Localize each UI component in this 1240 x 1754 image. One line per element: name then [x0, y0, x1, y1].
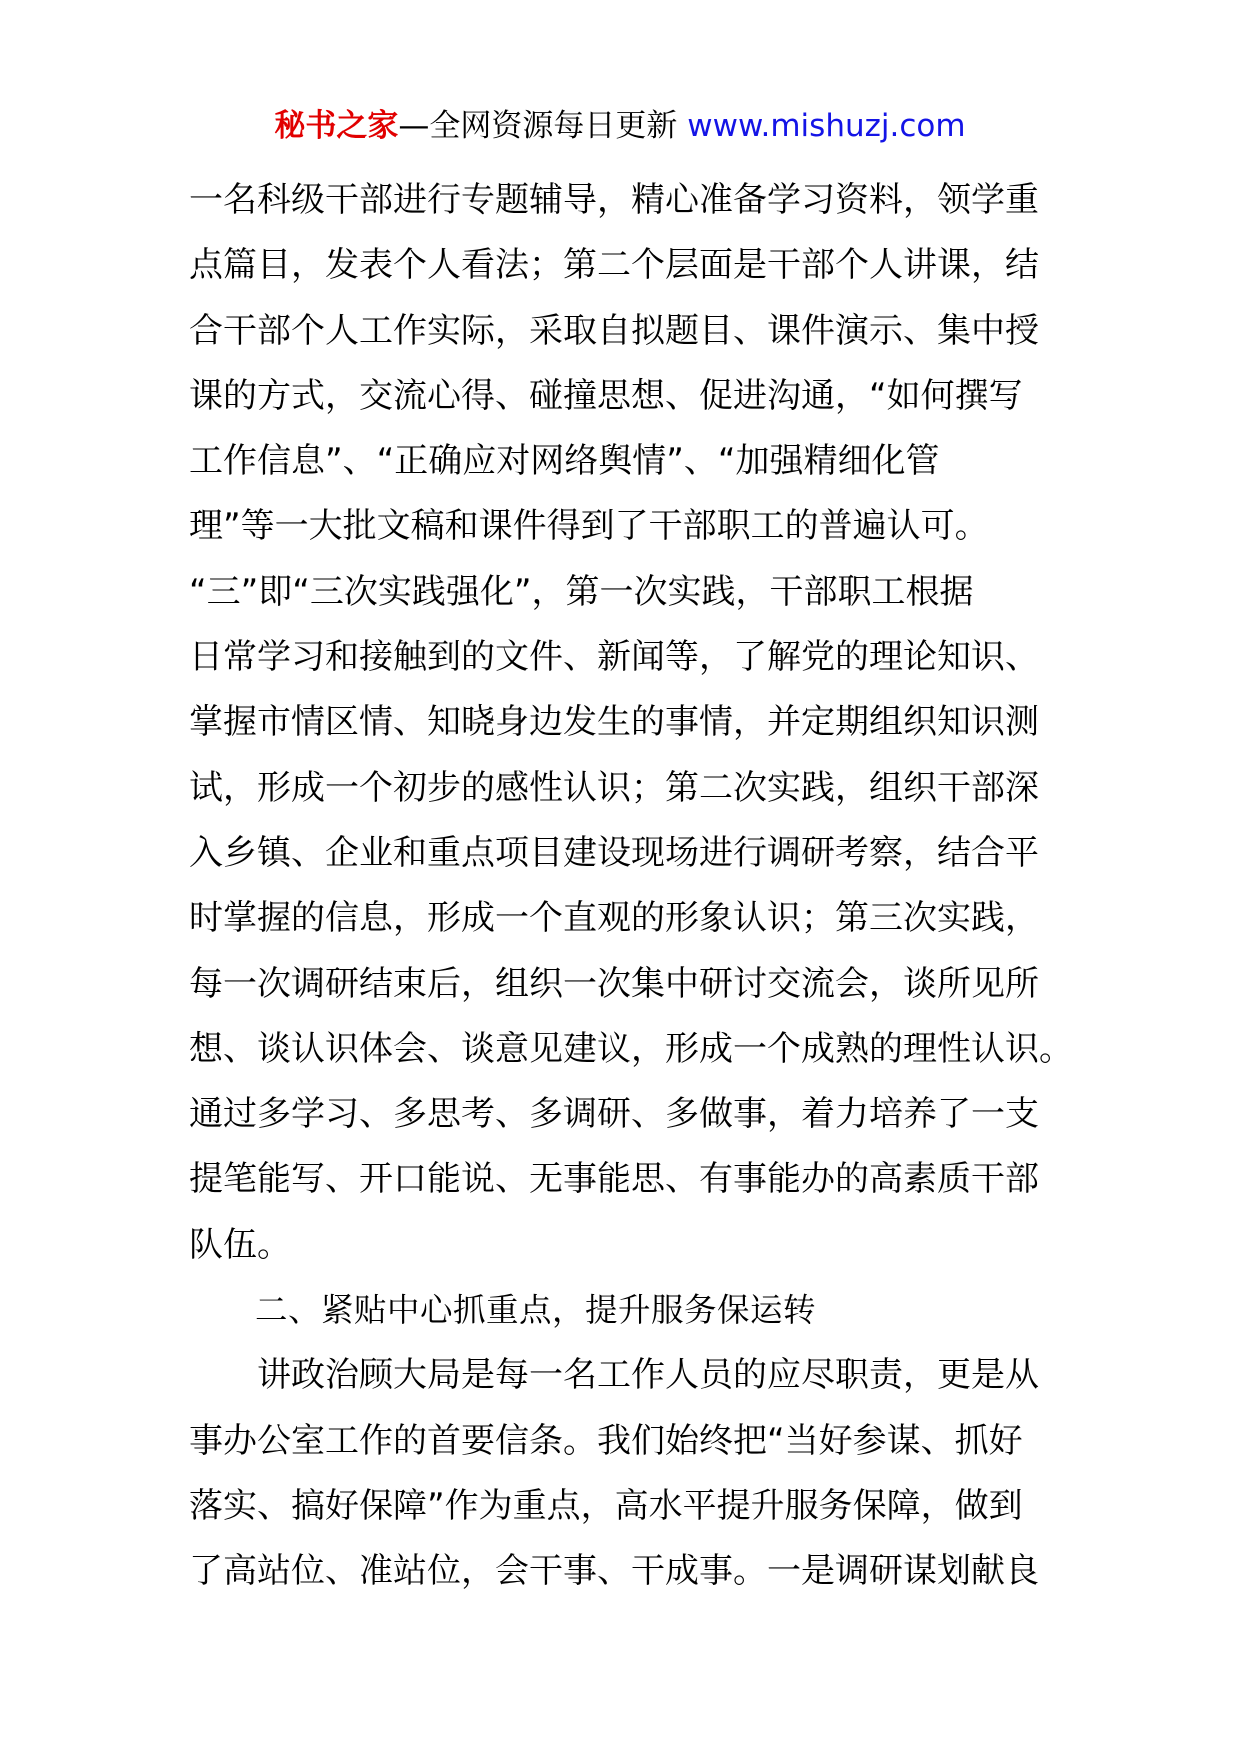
text-line: 课的方式，交流心得、碰撞思想、促进沟通，“如何撰写 [189, 375, 1023, 416]
text-line: 时掌握的信息，形成一个直观的形象认识；第三次实践， [189, 898, 1039, 939]
text-line: 日常学习和接触到的文件、新闻等，了解党的理论知识、 [189, 637, 1039, 678]
text-line: 事办公室工作的首要信条。我们始终把“当好参谋、抓好 [189, 1420, 1023, 1461]
text-line: 合干部个人工作实际，采取自拟题目、课件演示、集中授 [189, 310, 1039, 351]
header-slogan: —全网资源每日更新 [398, 108, 688, 144]
page-header [0, 104, 1240, 148]
text-line: 一名科级干部进行专题辅导，精心准备学习资料，领学重 [189, 180, 1039, 220]
brand-name: 秘书之家 [274, 108, 399, 144]
text-line: 落实、搞好保障”作为重点，高水平提升服务保障，做到 [189, 1485, 1023, 1526]
text-line: 了高站位、准站位，会干事、干成事。一是调研谋划献良 [189, 1551, 1039, 1592]
text-line: 理”等一大批文稿和课件得到了干部职工的普遍认可。 [189, 506, 989, 547]
text-line: 队伍。 [189, 1224, 291, 1265]
text-line: 讲政治顾大局是每一名工作人员的应尽职责，更是从 [189, 1355, 1039, 1396]
text-line: 通过多学习、多思考、多调研、多做事，着力培养了一支 [189, 1094, 1039, 1135]
text-line: “三”即“三次实践强化”，第一次实践，干部职工根据 [189, 571, 974, 612]
text-line: 想、谈认识体会、谈意见建议，形成一个成熟的理性认识。 [189, 1028, 1073, 1069]
text-line: 入乡镇、企业和重点项目建设现场进行调研考察，结合平 [189, 832, 1039, 873]
text-line: 试，形成一个初步的感性认识；第二次实践，组织干部深 [189, 767, 1039, 808]
text-line: 掌握市情区情、知晓身边发生的事情，并定期组织知识测 [189, 702, 1039, 743]
website-url[interactable]: www.mishuzj.com [687, 108, 966, 144]
text-line: 提笔能写、开口能说、无事能思、有事能办的高素质干部 [189, 1159, 1039, 1200]
section-heading: 二、紧贴中心抓重点，提升服务保运转 [189, 1291, 817, 1330]
text-line: 工作信息”、“正确应对网络舆情”、“加强精细化管 [189, 441, 940, 482]
text-line: 每一次调研结束后，组织一次集中研讨交流会，谈所见所 [189, 963, 1039, 1004]
text-line: 点篇目，发表个人看法；第二个层面是干部个人讲课，结 [189, 245, 1039, 286]
document-body [189, 168, 1073, 1605]
